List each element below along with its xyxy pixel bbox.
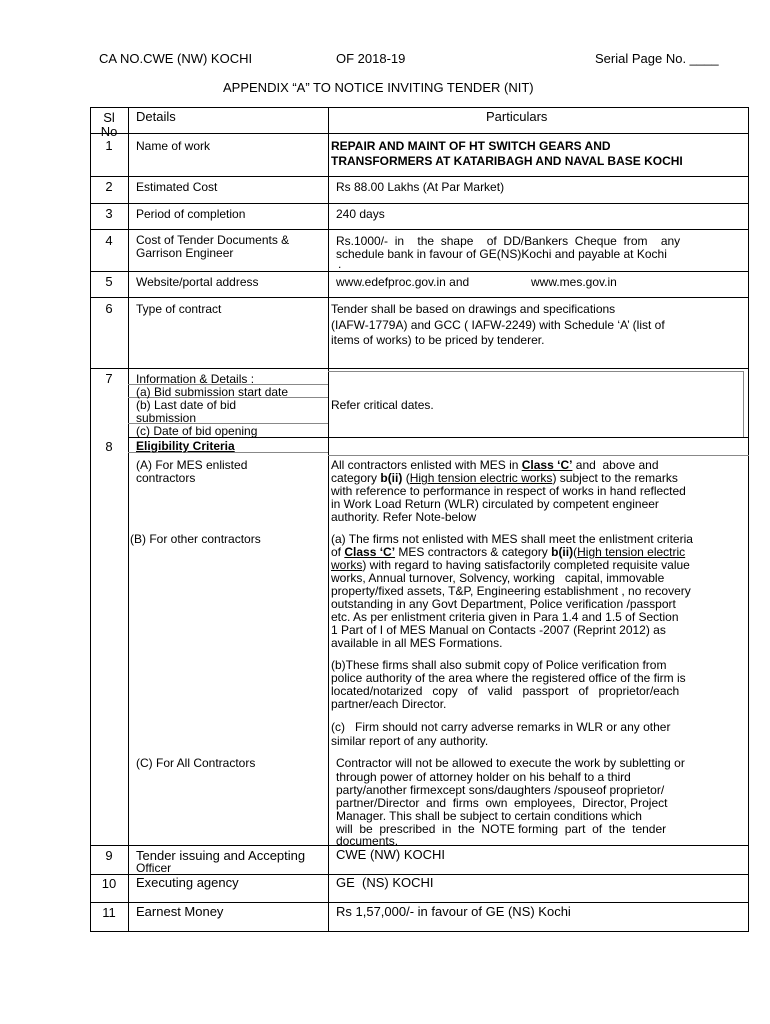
col-divider-details: [328, 107, 329, 932]
row-7-detail-line-1: Information & Details :: [136, 372, 255, 386]
eligibility-c-line-2: through power of attorney holder on his behalf to a third: [336, 770, 631, 784]
row-10-detail: Executing agency: [136, 875, 239, 890]
executing-agency-value: GE (NS) KOCHI: [336, 875, 434, 890]
row7-inner-rule: [328, 371, 744, 372]
eligibility-b-label: (B) For other contractors: [130, 532, 261, 546]
col-header-particulars: Particulars: [486, 109, 548, 124]
tender-cost-line-1: Rs.1000/- in the shape of DD/Bankers Cheque from any: [336, 234, 681, 248]
row8-inner-rule: [328, 455, 749, 456]
financial-year: OF 2018-19: [336, 51, 406, 66]
eligibility-a-line-4: in Work Load Return (WLR) circulated by competent engineer: [331, 497, 659, 511]
col-divider-sl: [128, 107, 129, 932]
eligibility-a-label-line-2: contractors: [136, 471, 196, 485]
col-header-no: No: [100, 124, 118, 139]
name-of-work-line-1: REPAIR AND MAINT OF HT SWITCH GEARS AND: [331, 139, 611, 153]
eligibility-b-a-line-3: works) with regard to having satisfactorily completed requisite value: [331, 558, 690, 572]
website-mes[interactable]: www.mes.gov.in: [531, 275, 617, 289]
eligibility-b-a-line-8: 1 Part of I of MES Manual on Contacts -2007 (Reprint 2012) as: [331, 623, 666, 637]
row-5-sl: 5: [105, 274, 113, 289]
eligibility-b-b-line-1: (b)These firms shall also submit copy of Police verification from: [331, 658, 667, 672]
eligibility-a-line-1: All contractors enlisted with MES in Class ‘C’ and above and: [331, 458, 659, 472]
eligibility-a-line-3: with reference to performance in respect of works in hand reflected: [331, 484, 686, 498]
row-11-sl: 11: [102, 905, 116, 920]
row-rule: [90, 368, 749, 369]
eligibility-c-line-3: party/another firmexcept sons/daughters /spouseof proprietor/: [336, 783, 665, 797]
eligibility-c-line-7: documents.: [336, 834, 399, 848]
bid-last-date-label-cont: submission: [136, 411, 197, 425]
row-rule: [90, 845, 749, 846]
period-of-completion-value: 240 days: [336, 207, 385, 221]
row-rule: [90, 176, 749, 177]
col-header-details: Details: [136, 109, 176, 124]
row-4-detail-line-2: Garrison Engineer: [136, 246, 234, 260]
row-rule: [90, 297, 749, 298]
row-3-sl: 3: [105, 206, 113, 221]
type-of-contract-line-1: Tender shall be based on drawings and specifications: [331, 302, 616, 316]
row7-inner-rule: [743, 371, 744, 437]
eligibility-b-a-line-2: of Class ‘C’ MES contractors & category b(ii)(High tension electric: [331, 545, 686, 559]
type-of-contract-line-3: items of works) to be priced by tenderer.: [331, 333, 545, 347]
tender-cost-line-3: .: [338, 257, 342, 271]
eligibility-b-a-line-5: property/fixed assets, T&P, Engineering establishment , no recovery: [331, 584, 691, 598]
eligibility-c-line-4: partner/Director and firms own employees, Director, Project: [336, 796, 668, 810]
row-7-sl: 7: [105, 371, 113, 386]
row-2-sl: 2: [105, 179, 113, 194]
row-rule: [90, 203, 749, 204]
row-4-sl: 4: [105, 233, 113, 248]
row-9-sl: 9: [105, 848, 113, 863]
eligibility-a-label-line-1: (A) For MES enlisted: [136, 458, 248, 472]
estimated-cost-value: Rs 88.00 Lakhs (At Par Market): [336, 180, 505, 194]
bid-start-date-label: (a) Bid submission start date: [136, 385, 289, 399]
eligibility-c-line-5: Manager. This shall be subject to certain conditions which: [336, 809, 642, 823]
appendix-title: APPENDIX “A” TO NOTICE INVITING TENDER (NIT): [223, 80, 534, 95]
ca-number: CA NO.CWE (NW) KOCHI: [99, 51, 253, 66]
eligibility-b-c-line-1: (c) Firm should not carry adverse remarks in WLR or any other: [331, 720, 671, 734]
eligibility-b-a-line-6: outstanding in any Govt Department, Police verification /passport: [331, 597, 676, 611]
eligibility-b-b-line-3: located/notarized copy of valid passport of proprietor/each: [331, 684, 680, 698]
row-rule: [90, 133, 749, 134]
row-4-detail-line-1: Cost of Tender Documents &: [136, 233, 290, 247]
accepting-officer-value: CWE (NW) KOCHI: [336, 847, 446, 862]
type-of-contract-line-2: (IAFW-1779A) and GCC ( IAFW-2249) with Schedule ‘A’ (list of: [331, 318, 665, 332]
name-of-work-line-2: TRANSFORMERS AT KATARIBAGH AND NAVAL BASE KOCHI: [331, 154, 683, 168]
eligibility-a-line-5: authority. Refer Note-below: [331, 510, 477, 524]
refer-critical-dates: Refer critical dates.: [331, 398, 434, 412]
eligibility-b-a-line-7: etc. As per enlistment criteria given in Para 1.4 and 1.5 of Section: [331, 610, 679, 624]
eligibility-b-a-line-9: available in all MES Formations.: [331, 636, 503, 650]
eligibility-b-a-line-4: works, Annual turnover, Solvency, working capital, immovable: [331, 571, 665, 585]
row-9-detail-line-1: Tender issuing and Accepting: [136, 848, 306, 863]
eligibility-b-b-line-4: partner/each Director.: [331, 697, 447, 711]
bid-opening-date-label: (c) Date of bid opening: [136, 424, 258, 438]
eligibility-b-b-line-2: police authority of the area where the registered office of the firm is: [331, 671, 686, 685]
row-2-detail: Estimated Cost: [136, 180, 218, 194]
row-6-sl: 6: [105, 301, 113, 316]
row-11-detail: Earnest Money: [136, 904, 224, 919]
eligibility-c-line-1: Contractor will not be allowed to execute the work by subletting or: [336, 756, 685, 770]
serial-page-number: Serial Page No. ____: [595, 51, 719, 66]
eligibility-c-label: (C) For All Contractors: [136, 756, 256, 770]
row-9-detail-line-2: Officer: [136, 861, 172, 875]
eligibility-a-line-2: category b(ii) (High tension electric works) subject to the remarks: [331, 471, 678, 485]
row-5-detail: Website/portal address: [136, 275, 259, 289]
row-rule: [90, 271, 749, 272]
eligibility-b-c-line-2: similar report of any authority.: [331, 734, 489, 748]
eligibility-criteria-heading: Eligibility Criteria: [136, 439, 235, 453]
bid-last-date-label: (b) Last date of bid: [136, 398, 237, 412]
row-10-sl: 10: [101, 876, 117, 891]
row-6-detail: Type of contract: [136, 302, 222, 316]
website-edefproc[interactable]: www.edefproc.gov.in and: [336, 275, 470, 289]
row-8-sl: 8: [105, 439, 113, 454]
tender-cost-line-2: schedule bank in favour of GE(NS)Kochi and payable at Kochi: [336, 247, 667, 261]
row-rule: [90, 902, 749, 903]
eligibility-b-a-line-1: (a) The firms not enlisted with MES shall meet the enlistment criteria: [331, 532, 693, 546]
col-header-sl: Sl: [103, 110, 115, 125]
row-3-detail: Period of completion: [136, 207, 246, 221]
eligibility-c-line-6: will be prescribed in the NOTE forming part of the tender: [336, 822, 667, 836]
row-1-sl: 1: [105, 138, 113, 153]
row-rule: [90, 229, 749, 230]
row-1-detail: Name of work: [136, 139, 211, 153]
earnest-money-value: Rs 1,57,000/- in favour of GE (NS) Kochi: [336, 904, 571, 919]
